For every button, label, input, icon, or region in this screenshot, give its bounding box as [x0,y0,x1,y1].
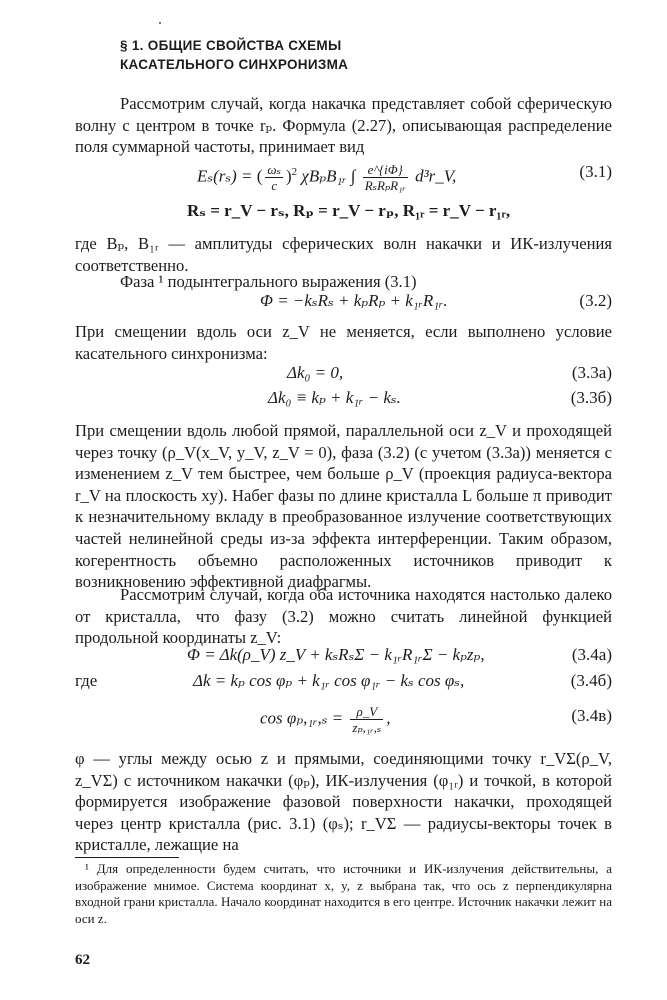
equation-3-3b-number: (3.3б) [570,388,612,407]
eq31-frac1 [265,162,283,193]
section-heading [120,36,348,74]
equation-3-4b-number: (3.4б) [570,671,612,690]
equation-3-4c [75,704,612,735]
equation-3-3a-number: (3.3а) [571,363,612,382]
eq31-rhs: d³r_V, [415,166,457,186]
eq31-power: 2 [291,166,298,178]
paragraph-angles: φ — углы между осью z и прямыми, соединяющими точку r_VΣ(ρ_V, z_VΣ) с источником накачки (φₚ), ИК-излучения (φ₁ᵣ) и точкой, в которой формируется изображение фазовой поверхности накачки, проходящей через центр кристалла (рис. 3.1) (φₛ); r_VΣ — радиусы-векторы точек в кристалле, лежащие на [75,749,612,855]
equation-3-1-number: (3.1) [579,162,612,181]
heading-line-1: § 1. ОБЩИЕ СВОЙСТВА СХЕМЫ [120,38,342,53]
footnote [75,861,612,927]
equation-3-3a [75,361,612,385]
equation-3-4a [75,643,612,667]
eq34c-frac [350,704,383,735]
page-number: 62 [75,952,90,968]
equation-3-4c-number: (3.4в) [571,706,612,725]
paragraph-intro: Рассмотрим случай, когда накачка представляет собой сферическую волну с центром в точке rₚ. Формула (2.27), описывающая распределение поля суммарной частоты, принимает вид [75,94,612,157]
eq34b-text: Δk = kₚ cos φₚ + k₁ᵣ cos φ₁ᵣ − kₛ cos φₛ, [193,671,465,690]
paragraph-condition: При смещении вдоль оси z_V не меняется, если выполнено условие касательного синхронизма: [75,322,612,363]
equation-3-4b [75,669,612,693]
eq34b-lead: где [75,671,98,690]
eq31-frac2-num: e^{iΦ} [363,162,408,178]
eq34c-tail: , [386,708,391,728]
eq31-frac1-den: c [271,178,278,194]
eq34c-den: zₚ,₁ᵣ,ₛ [352,720,382,735]
equation-3-1 [75,160,612,194]
paragraph-amplitudes: где Bₚ, B₁ᵣ — амплитуды сферических волн накачки и ИК-излучения соответственно. [75,234,612,275]
eq31-mid: χBₚB₁ᵣ ∫ [301,166,360,186]
paragraph-phase: Фаза ¹ подынтегрального выражения (3.1) [120,272,417,291]
equation-3-1-body: Eₛ(rₛ) = ( $\frac{\text{ωₛ}}{c}$ )$^2$ χBₚB₁ᵣ ∫ $\frac{e\^{}\{i\Phi\}}{\text{RₛRₚR₁ᵣ}}$ d³r_V, [197,162,457,194]
equation-3-2-number: (3.2) [579,291,612,310]
heading-line-2: КАСАТЕЛЬНОГО СИНХРОНИЗМА [120,57,349,72]
eq33a-text: Δk₀ = 0, [287,363,344,382]
eq34c-num: ρ_V [350,704,383,720]
eq31-frac1-num: ωₛ [267,162,281,178]
eq31-frac2 [363,162,408,193]
eq31b-text: Rₛ = r_V − rₛ, Rₚ = r_V − rₚ, R₁ᵣ = r_V − r₁ᵣ, [187,201,511,220]
print-speck [159,22,161,24]
equation-3-4a-number: (3.4а) [571,645,612,664]
eq34c-body [260,704,391,735]
footnote-text: ¹ Для определенности будем считать, что источники и ИК-излучения действительны, а изображение мнимое. Система координат x, y, z выбрана так, что ось z перпендикулярна входной грани кристалла. Начало координат находится в его центре. Источник накачки лежит на оси z. [75,861,612,926]
eq33b-text: Δk₀ ≡ kₚ + k₁ᵣ − kₛ. [268,388,401,407]
eq31-lhs: Eₛ(rₛ) = [197,166,257,186]
equation-3-2 [75,289,612,313]
footnote-divider [75,857,179,858]
equation-3-1-radii [75,199,612,223]
paragraph-far-sources: Рассмотрим случай, когда оба источника находятся настолько далеко от кристалла, что фазу (3.2) можно считать линейной функцией продольной координаты z_V: [75,585,612,648]
eq34c-lhs: cos φₚ,₁ᵣ,ₛ = [260,708,348,728]
eq32-text: Φ = −kₛRₛ + kₚRₚ + k₁ᵣR₁ᵣ. [260,291,448,310]
eq31-frac2-den: RₛRₚR₁ᵣ [364,178,406,194]
eq34a-text: Φ = Δk(ρ_V) z_V + kₛRₛΣ − k₁ᵣR₁ᵣΣ − kₚzₚ, [187,645,485,664]
equation-3-3b [75,386,612,410]
paragraph-shift: При смещении вдоль любой прямой, параллельной оси z_V и проходящей через точку (ρ_V(x_V, y_V, z_V = 0), фаза (3.2) (с учетом (3.3а)) меняется с изменением z_V тем быстрее, чем больше ρ_V (проекция радиуса-вектора r_V на плоскость xy). Набег фазы по длине кристалла L больше π приводит к незначительному вкладу в преобразованное излучение соответствующих частей нелинейной среды из-за эффекта интерференции. Таким образом, когерентность объемно расположенных источников приводит к возникновению эффективной диафрагмы. [75,421,612,592]
